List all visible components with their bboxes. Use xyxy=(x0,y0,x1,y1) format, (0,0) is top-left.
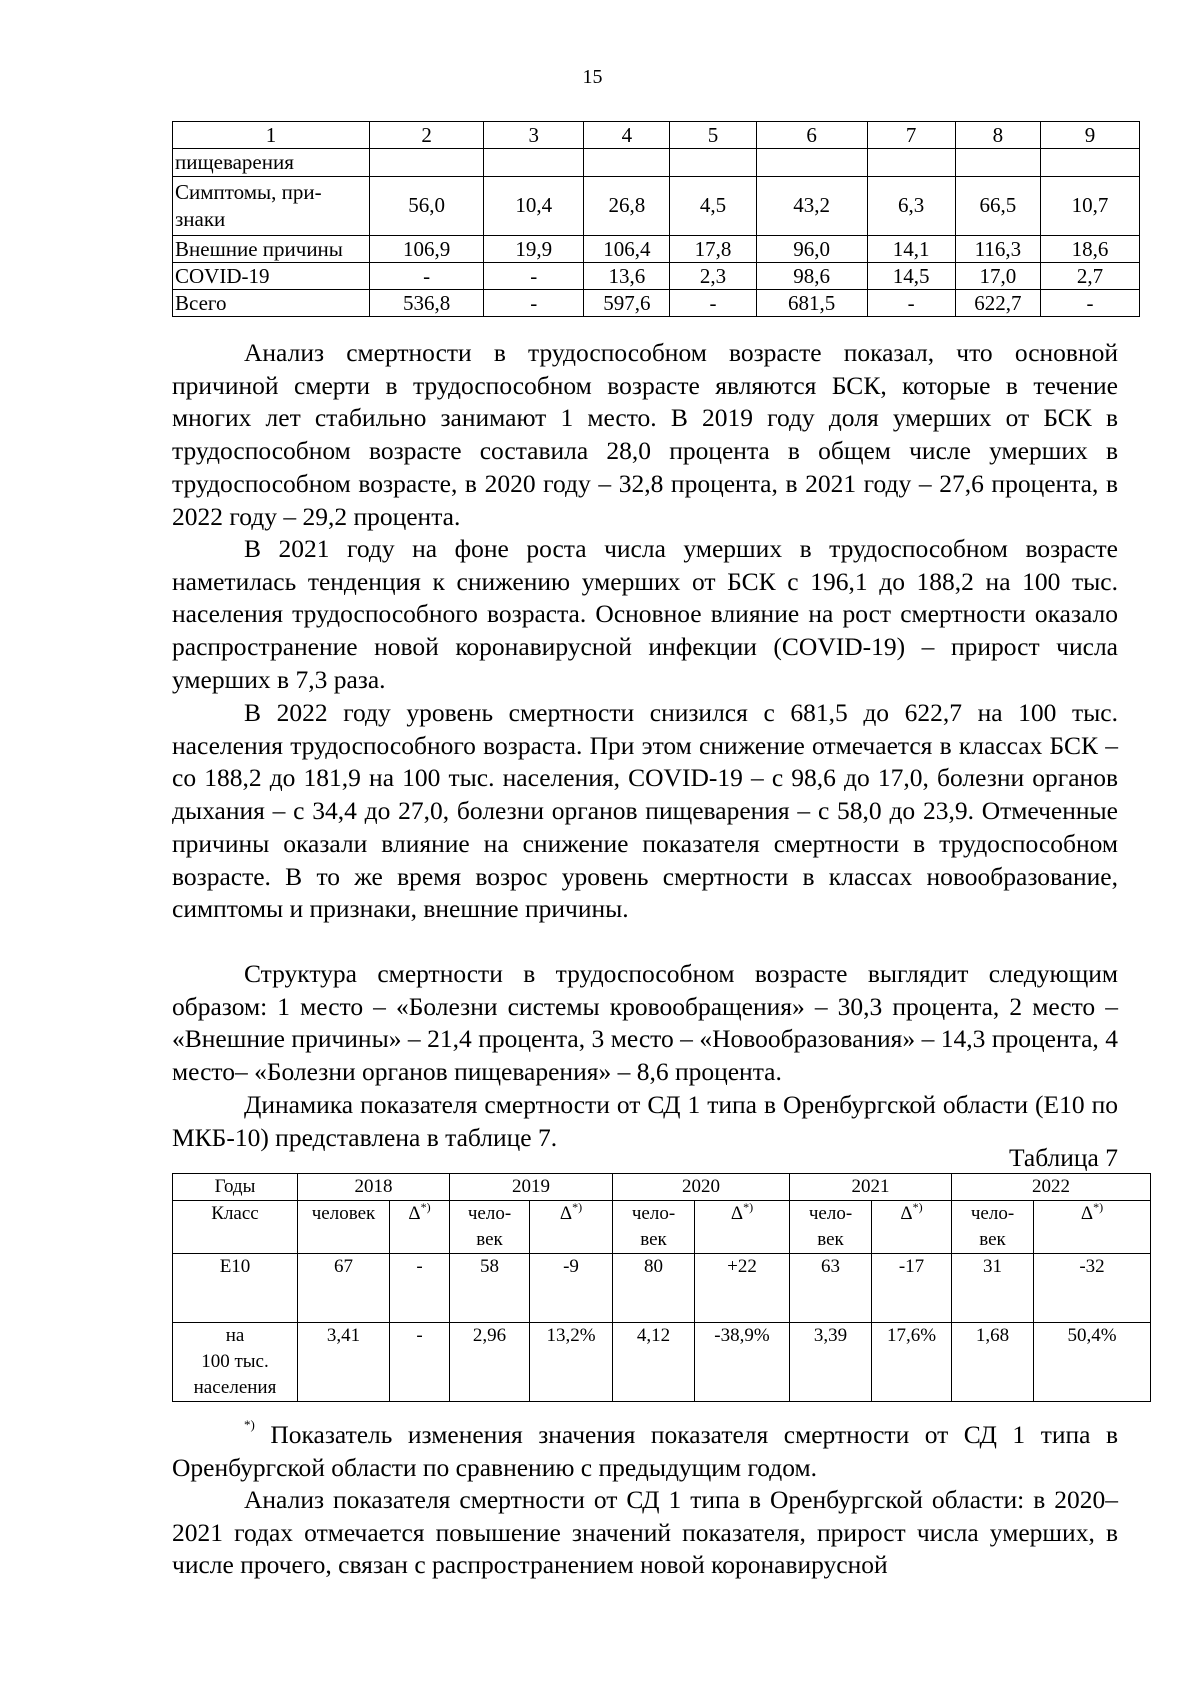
footnote-mark: *) xyxy=(244,1417,255,1432)
table-cell xyxy=(370,149,484,176)
table-cell: 17,8 xyxy=(670,235,756,262)
table-cell: 13,2% xyxy=(530,1323,613,1402)
table-cell: 6,3 xyxy=(867,176,955,235)
delta-header: Δ*) xyxy=(390,1201,450,1254)
column-header: 2 xyxy=(370,122,484,149)
table-cell: - xyxy=(390,1323,450,1402)
row-label: на 100 тыс. населения xyxy=(173,1323,298,1402)
table-cell: - xyxy=(867,290,955,317)
table-subheader-row xyxy=(173,1201,1151,1254)
table-cell: 67 xyxy=(298,1254,390,1323)
table-cell xyxy=(756,149,867,176)
footnote-text: Показатель изменения значения показателя смертности от СД 1 типа в Оренбургской области по сравнению с предыдущим годом. xyxy=(172,1420,1118,1482)
table-row xyxy=(173,1254,1151,1323)
table-cell: 17,0 xyxy=(955,262,1040,289)
column-header: 3 xyxy=(484,122,584,149)
table-cell: 681,5 xyxy=(756,290,867,317)
table-cell: - xyxy=(484,262,584,289)
table-cell: 66,5 xyxy=(955,176,1040,235)
table-cell: -32 xyxy=(1034,1254,1151,1323)
table-cell: 50,4% xyxy=(1034,1323,1151,1402)
table-cell: 2,96 xyxy=(450,1323,530,1402)
table-cell: - xyxy=(390,1254,450,1323)
table-cell: 13,6 xyxy=(584,262,670,289)
paragraph: Анализ показателя смертности от СД 1 типа в Оренбургской области: в 2020–2021 годах отмечается повышение значений показателя, прирост числа умерших, в числе прочего, связан с распространением новой коронавирусной xyxy=(172,1485,1118,1580)
year-header: 2021 xyxy=(790,1174,952,1201)
table-cell: 96,0 xyxy=(756,235,867,262)
table-cell: 56,0 xyxy=(370,176,484,235)
table-cell xyxy=(670,149,756,176)
delta-header: Δ*) xyxy=(872,1201,952,1254)
table-cell: 1,68 xyxy=(952,1323,1034,1402)
table-cell: 63 xyxy=(790,1254,872,1323)
table-row xyxy=(173,262,1140,289)
table-cell: 58 xyxy=(450,1254,530,1323)
persons-header: чело- век xyxy=(613,1201,695,1254)
year-header: 2018 xyxy=(298,1174,450,1201)
mortality-table-continued xyxy=(172,121,1140,317)
table-cell: 80 xyxy=(613,1254,695,1323)
years-header: Годы xyxy=(173,1174,298,1201)
table-cell: -38,9% xyxy=(695,1323,790,1402)
row-label: Внешние причины xyxy=(173,235,370,262)
table-cell: 31 xyxy=(952,1254,1034,1323)
persons-header: человек xyxy=(298,1201,390,1254)
persons-header: чело- век xyxy=(450,1201,530,1254)
column-header: 8 xyxy=(955,122,1040,149)
table-row xyxy=(173,1323,1151,1402)
table-caption: Таблица 7 xyxy=(1008,1143,1118,1172)
table-cell: 106,9 xyxy=(370,235,484,262)
table-row xyxy=(173,176,1140,235)
footnote xyxy=(172,1418,1118,1484)
table-cell: +22 xyxy=(695,1254,790,1323)
paragraph: Структура смертности в трудоспособном возрасте выглядит следующим образом: 1 место – «Болезни системы кровообращения» – 30,3 процента, 2 место – «Внешние причины» – 21,4 процента, 3 место – «Новообразования» – 14,3 процента, 4 место– «Болезни органов пищеварения» – 8,6 процента. xyxy=(172,959,1118,1087)
delta-header: Δ*) xyxy=(695,1201,790,1254)
row-label: пищеварения xyxy=(173,149,370,176)
year-header: 2022 xyxy=(952,1174,1151,1201)
table-cell: - xyxy=(484,290,584,317)
table-cell: 4,12 xyxy=(613,1323,695,1402)
column-header: 5 xyxy=(670,122,756,149)
row-label: Симптомы, при-знаки xyxy=(173,176,370,235)
diabetes-mortality-table xyxy=(172,1173,1151,1402)
table-cell: 17,6% xyxy=(872,1323,952,1402)
table-cell: 10,4 xyxy=(484,176,584,235)
table-cell: 116,3 xyxy=(955,235,1040,262)
table-header-row xyxy=(173,122,1140,149)
table-cell: 3,39 xyxy=(790,1323,872,1402)
table-cell: 10,7 xyxy=(1040,176,1139,235)
table-row xyxy=(173,149,1140,176)
paragraph: Анализ смертности в трудоспособном возрасте показал, что основной причиной смерти в трудоспособном возрасте являются БСК, которые в течение многих лет стабильно занимают 1 место. В 2019 году доля умерших от БСК в трудоспособном возрасте составила 28,0 процента в общем числе умерших в трудоспособном возрасте, в 2020 году – 32,8 процента, в 2021 году – 27,6 процента, в 2022 году – 29,2 процента. xyxy=(172,338,1118,531)
table-cell: - xyxy=(1040,290,1139,317)
table-cell: -9 xyxy=(530,1254,613,1323)
table-cell: 2,3 xyxy=(670,262,756,289)
table-cell: - xyxy=(670,290,756,317)
table-row xyxy=(173,235,1140,262)
year-header: 2020 xyxy=(613,1174,790,1201)
row-label: Е10 xyxy=(173,1254,298,1323)
table-cell: 26,8 xyxy=(584,176,670,235)
delta-header: Δ*) xyxy=(530,1201,613,1254)
delta-header: Δ*) xyxy=(1034,1201,1151,1254)
table-row xyxy=(173,290,1140,317)
paragraph: В 2022 году уровень смертности снизился с 681,5 до 622,7 на 100 тыс. населения трудоспособного возраста. При этом снижение отмечается в классах БСК – со 188,2 до 181,9 на 100 тыс. населения, COVID-19 – с 98,6 до 17,0, болезни органов дыхания – с 34,4 до 27,0, болезни органов пищеварения – с 58,0 до 23,9. Отмеченные причины оказали влияние на снижение показателя смертности в трудоспособном возрасте. В то же время возрос уровень смертности в классах новообразование, симптомы и признаки, внешние причины. xyxy=(172,698,1118,924)
column-header: 9 xyxy=(1040,122,1139,149)
table-cell: 14,1 xyxy=(867,235,955,262)
table-cell: 106,4 xyxy=(584,235,670,262)
table-cell: - xyxy=(370,262,484,289)
column-header: 7 xyxy=(867,122,955,149)
table-header-row xyxy=(173,1174,1151,1201)
column-header: 6 xyxy=(756,122,867,149)
table-cell: 622,7 xyxy=(955,290,1040,317)
table-cell xyxy=(1040,149,1139,176)
table-cell xyxy=(867,149,955,176)
table-cell: 14,5 xyxy=(867,262,955,289)
row-label: COVID-19 xyxy=(173,262,370,289)
table-cell: 3,41 xyxy=(298,1323,390,1402)
class-header: Класс xyxy=(173,1201,298,1254)
table-cell xyxy=(955,149,1040,176)
table-cell: 43,2 xyxy=(756,176,867,235)
table-cell xyxy=(484,149,584,176)
table-cell: 19,9 xyxy=(484,235,584,262)
table-cell: 4,5 xyxy=(670,176,756,235)
paragraph: Динамика показателя смертности от СД 1 типа в Оренбургской области (Е10 по МКБ-10) представлена в таблице 7. xyxy=(172,1090,1118,1152)
table-cell: 597,6 xyxy=(584,290,670,317)
column-header: 1 xyxy=(173,122,370,149)
table-cell: -17 xyxy=(872,1254,952,1323)
page-number: 15 xyxy=(582,66,603,88)
year-header: 2019 xyxy=(450,1174,613,1201)
persons-header: чело- век xyxy=(952,1201,1034,1254)
paragraph: В 2021 году на фоне роста числа умерших в трудоспособном возрасте наметилась тенденция к снижению умерших от БСК с 196,1 до 188,2 на 100 тыс. населения трудоспособного возраста. Основное влияние на рост смертности оказало распространение новой коронавирусной инфекции (COVID-19) – прирост числа умерших в 7,3 раза. xyxy=(172,534,1118,694)
table-cell: 536,8 xyxy=(370,290,484,317)
persons-header: чело- век xyxy=(790,1201,872,1254)
table-cell: 18,6 xyxy=(1040,235,1139,262)
row-label: Всего xyxy=(173,290,370,317)
column-header: 4 xyxy=(584,122,670,149)
table-cell xyxy=(584,149,670,176)
table-cell: 2,7 xyxy=(1040,262,1139,289)
table-cell: 98,6 xyxy=(756,262,867,289)
